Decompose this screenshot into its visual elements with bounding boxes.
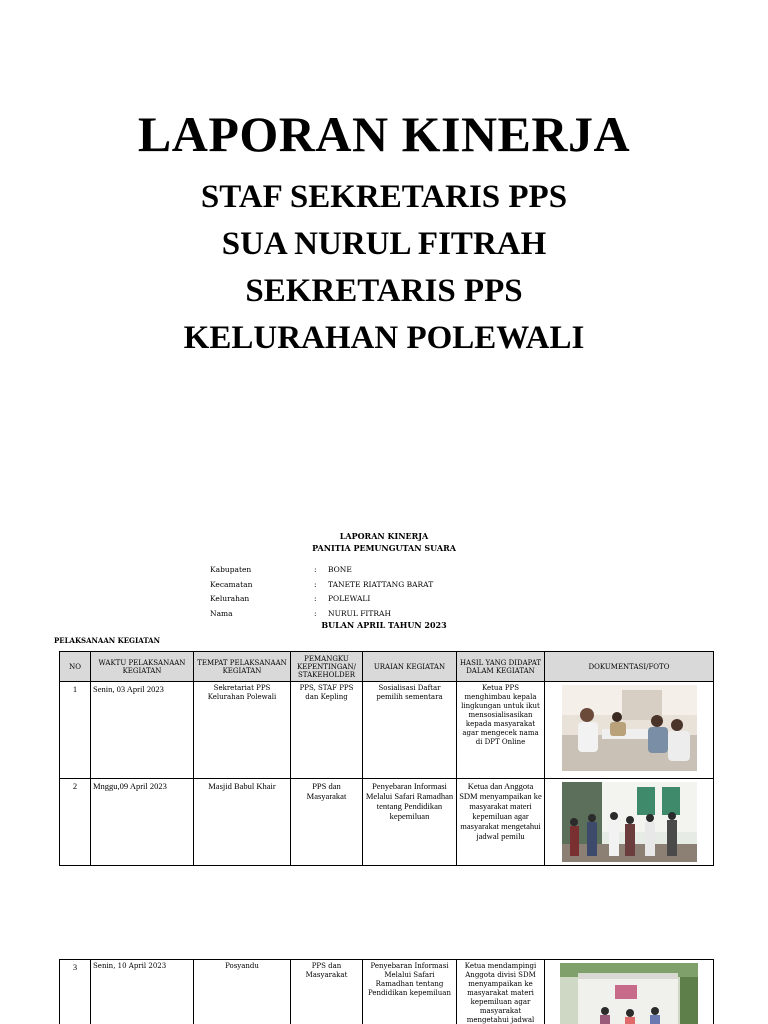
meta-colon: :	[314, 564, 317, 574]
cell-stakeholder: PPS, STAF PPS dan Kepling	[291, 682, 363, 779]
activity-photo-2	[562, 782, 697, 862]
meta-value: NURUL FITRAH	[328, 609, 391, 619]
meta-row-kelurahan	[210, 592, 433, 607]
header-waktu: WAKTU PELAKSANAAN KEGIATAN	[91, 652, 194, 682]
cover-line-position: SEKRETARIS PPS	[245, 273, 523, 309]
meta-key: Kabupaten	[210, 564, 252, 574]
table-row	[60, 682, 714, 779]
cell-no: 3	[60, 960, 91, 1024]
cell-uraian: Sosialisasi Daftar pemilih sementara	[363, 682, 457, 779]
header-stakeholder: PEMANGKU KEPENTINGAN/ STAKEHOLDER	[291, 652, 363, 682]
cover-line-name: SUA NURUL FITRAH	[221, 226, 547, 262]
meta-key: Kelurahan	[210, 594, 250, 604]
cell-uraian: Penyebaran Informasi Melalui Safari Ramadhan tentang Pendidikan kepemiluan	[363, 779, 457, 866]
activity-table	[59, 651, 714, 866]
cell-waktu: Senin, 10 April 2023	[91, 960, 194, 1024]
meta-key: Nama	[210, 609, 233, 619]
cell-uraian: Penyebaran Informasi Melalui Safari Ramadhan tentang Pendidikan kepemiluan	[363, 960, 457, 1024]
cover-line-role: STAF SEKRETARIS PPS	[200, 179, 568, 215]
meta-colon: :	[314, 609, 317, 619]
section-heading: PELAKSANAAN KEGIATAN	[54, 636, 160, 645]
meta-colon: :	[314, 594, 317, 604]
cell-tempat: Posyandu	[194, 960, 291, 1024]
table-header-row	[60, 652, 714, 682]
meta-value: BONE	[328, 564, 352, 574]
meta-row-kecamatan	[210, 577, 433, 592]
meta-row-kabupaten	[210, 562, 433, 577]
header-uraian: URAIAN KEGIATAN	[363, 652, 457, 682]
report-period: BULAN APRIL TAHUN 2023	[321, 620, 447, 630]
cell-waktu: Mnggu,09 April 2023	[91, 779, 194, 866]
report-title: LAPORAN KINERJA	[339, 531, 429, 541]
meta-row-nama	[210, 606, 433, 621]
cell-hasil: Ketua PPS menghimbau kepala lingkungan untuk ikut mensosialisasikan kepada masyarakat agar mengecek nama di DPT Online	[457, 682, 545, 779]
header-tempat: TEMPAT PELAKSANAAN KEGIATAN	[194, 652, 291, 682]
meta-key: Kecamatan	[210, 579, 253, 589]
report-subtitle: PANITIA PEMUNGUTAN SUARA	[312, 543, 456, 553]
activity-table-continued	[59, 959, 714, 1024]
cell-tempat: Masjid Babul Khair	[194, 779, 291, 866]
cover-title: LAPORAN KINERJA	[137, 106, 631, 162]
cell-stakeholder: PPS dan Masyarakat	[291, 779, 363, 866]
cell-photo	[545, 682, 714, 779]
cell-photo	[545, 779, 714, 866]
cover-page	[0, 104, 768, 362]
report-page	[0, 530, 768, 645]
activity-photo-3	[560, 963, 698, 1024]
cell-photo	[545, 960, 714, 1024]
cover-line-location: KELURAHAN POLEWALI	[183, 320, 585, 356]
table-row	[60, 779, 714, 866]
cell-tempat: Sekretariat PPS Kelurahan Polewali	[194, 682, 291, 779]
cell-no: 1	[60, 682, 91, 779]
cell-stakeholder: PPS dan Masyarakat	[291, 960, 363, 1024]
cell-waktu: Senin, 03 April 2023	[91, 682, 194, 779]
report-meta	[210, 562, 433, 621]
header-hasil: HASIL YANG DIDAPAT DALAM KEGIATAN	[457, 652, 545, 682]
header-dokumentasi: DOKUMENTASI/FOTO	[545, 652, 714, 682]
meta-colon: :	[314, 579, 317, 589]
meta-value: TANETE RIATTANG BARAT	[328, 579, 434, 589]
activity-photo-1	[562, 685, 697, 771]
cell-hasil: Ketua mendampingi Anggota divisi SDM menyampaikan ke masyarakat materi kepemiluan agar masyarakat mengetahui jadwal	[457, 960, 545, 1024]
meta-value: POLEWALI	[328, 594, 371, 604]
header-no: NO	[60, 652, 91, 682]
cell-hasil: Ketua dan Anggota SDM menyampaikan ke masyarakat materi kepemiluan agar masyarakat mengetahui jadwal pemilu	[457, 779, 545, 866]
table-row	[60, 960, 714, 1024]
cell-no: 2	[60, 779, 91, 866]
